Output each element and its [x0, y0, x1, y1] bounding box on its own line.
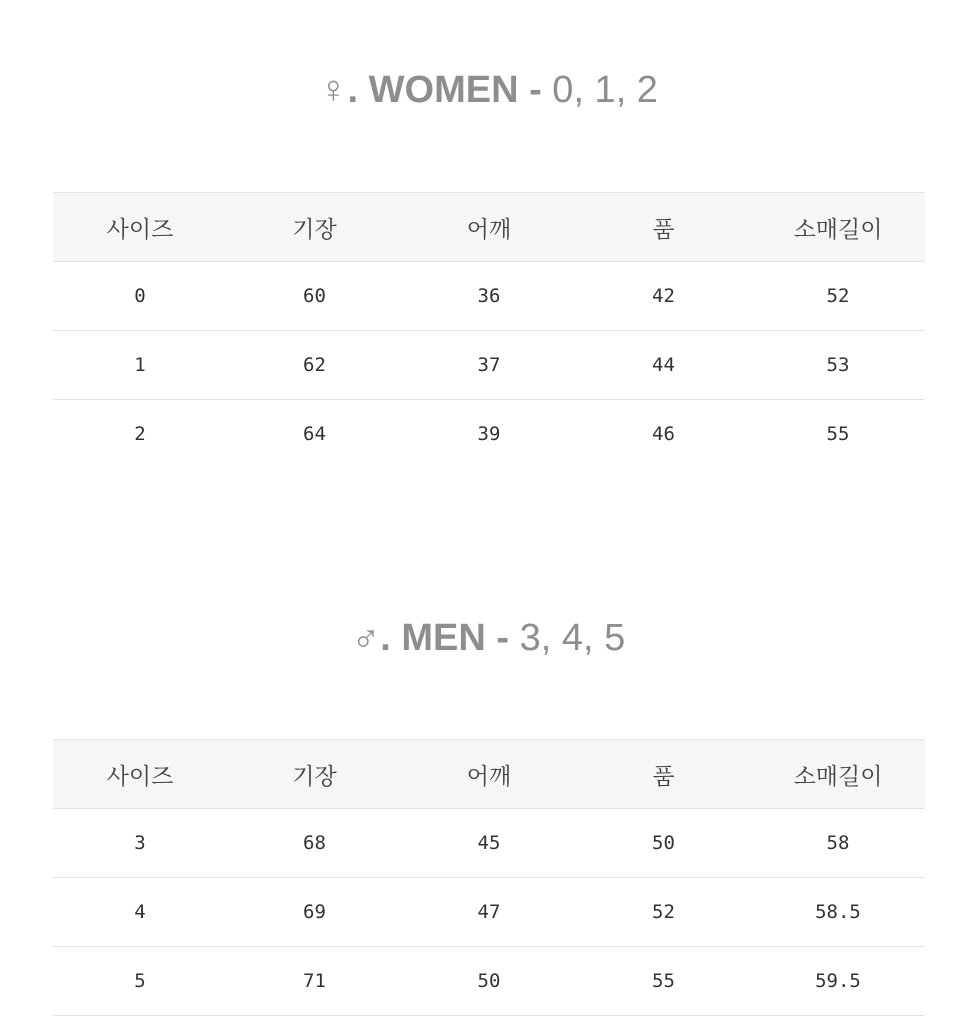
table-row [53, 400, 925, 469]
table-row [53, 331, 925, 400]
header-shoulder: 어깨 [402, 193, 576, 262]
cell-chest: 44 [576, 331, 751, 400]
women-size-table [53, 192, 925, 468]
cell-size: 5 [53, 947, 227, 1016]
header-shoulder: 어깨 [402, 740, 576, 809]
cell-length: 69 [227, 878, 402, 947]
cell-shoulder: 45 [402, 809, 576, 878]
women-table-header-row [53, 193, 925, 262]
cell-size: 4 [53, 878, 227, 947]
table-row [53, 878, 925, 947]
women-title-label: . WOMEN - [347, 69, 542, 111]
table-row [53, 262, 925, 331]
header-chest: 품 [576, 740, 751, 809]
men-title-sizes: 3, 4, 5 [509, 617, 626, 659]
cell-shoulder: 39 [477, 423, 501, 445]
table-row [53, 809, 925, 878]
men-table-header-row [53, 740, 925, 809]
cell-chest: 55 [576, 947, 751, 1016]
female-symbol-icon: ♀ [319, 69, 348, 111]
cell-length: 60 [227, 262, 402, 331]
cell-length: 71 [227, 947, 402, 1016]
cell-sleeve: 53 [751, 331, 925, 400]
cell-size: 3 [53, 809, 227, 878]
women-section-title [0, 68, 977, 112]
cell-size: 2 [134, 423, 146, 445]
table-row [53, 947, 925, 1016]
cell-shoulder: 37 [402, 331, 576, 400]
men-section-title [0, 616, 977, 660]
cell-shoulder: 47 [402, 878, 576, 947]
cell-sleeve: 55 [826, 423, 850, 445]
cell-chest: 42 [576, 262, 751, 331]
header-size: 사이즈 [53, 740, 227, 809]
men-size-table [53, 739, 925, 1016]
cell-sleeve: 52 [751, 262, 925, 331]
cell-shoulder: 50 [402, 947, 576, 1016]
women-title-sizes: 0, 1, 2 [541, 69, 658, 111]
cell-length: 68 [227, 809, 402, 878]
cell-size: 1 [53, 331, 227, 400]
header-size: 사이즈 [53, 193, 227, 262]
cell-chest: 52 [576, 878, 751, 947]
cell-chest: 46 [652, 423, 675, 445]
men-title-label: . MEN - [380, 617, 510, 659]
cell-sleeve: 58.5 [751, 878, 925, 947]
header-sleeve: 소매길이 [751, 193, 925, 262]
cell-sleeve: 59.5 [751, 947, 925, 1016]
header-length: 기장 [227, 740, 402, 809]
cell-length: 64 [303, 423, 326, 445]
cell-size: 0 [53, 262, 227, 331]
cell-shoulder: 36 [402, 262, 576, 331]
header-sleeve: 소매길이 [751, 740, 925, 809]
header-chest: 품 [576, 193, 751, 262]
cell-length: 62 [227, 331, 402, 400]
male-symbol-icon: ♂ [351, 617, 381, 659]
header-length: 기장 [227, 193, 402, 262]
cell-chest: 50 [576, 809, 751, 878]
cell-sleeve: 58 [751, 809, 925, 878]
